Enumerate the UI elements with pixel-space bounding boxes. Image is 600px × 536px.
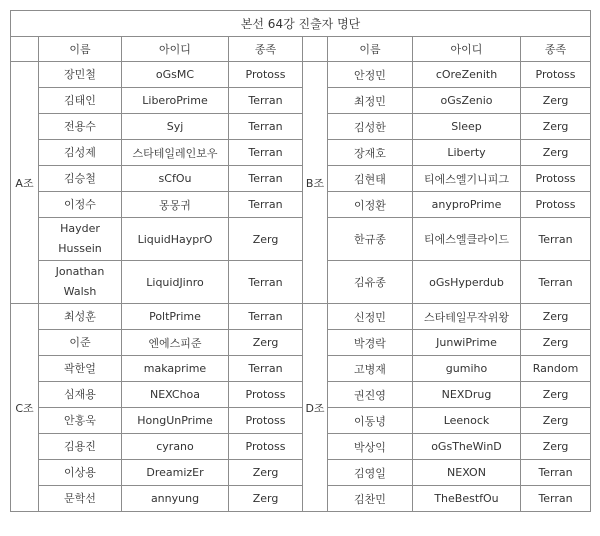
player-name-cell: 장민철 bbox=[39, 62, 122, 88]
header-race-right: 종족 bbox=[521, 37, 591, 62]
header-race-left: 종족 bbox=[229, 37, 303, 62]
table-row bbox=[11, 192, 591, 218]
player-name-cell: 한규종 bbox=[328, 218, 413, 261]
player-name-cell: 박상익 bbox=[328, 434, 413, 460]
table-row bbox=[11, 88, 591, 114]
group-label-right: B조 bbox=[303, 62, 328, 304]
player-name-cell: 김성한 bbox=[328, 114, 413, 140]
player-id-cell: 티에스엘클라이드 bbox=[413, 218, 521, 261]
player-id-cell: Syj bbox=[122, 114, 229, 140]
player-race-cell: Protoss bbox=[521, 166, 591, 192]
header-name-left: 이름 bbox=[39, 37, 122, 62]
player-id-cell: NEXON bbox=[413, 460, 521, 486]
player-id-cell: LiberoPrime bbox=[122, 88, 229, 114]
header-blank-left bbox=[11, 37, 39, 62]
player-race-cell: Protoss bbox=[521, 62, 591, 88]
header-blank-right bbox=[303, 37, 328, 62]
player-name-cell: 김현태 bbox=[328, 166, 413, 192]
player-name-cell: 안홍욱 bbox=[39, 408, 122, 434]
group-label-left: A조 bbox=[11, 62, 39, 304]
player-race-cell: Protoss bbox=[229, 62, 303, 88]
player-race-cell: Zerg bbox=[521, 434, 591, 460]
player-race-cell: Zerg bbox=[521, 408, 591, 434]
table-row bbox=[11, 382, 591, 408]
player-name-cell: 최정민 bbox=[328, 88, 413, 114]
header-name-right: 이름 bbox=[328, 37, 413, 62]
player-name-cell: 김유종 bbox=[328, 261, 413, 304]
player-name-cell: 문학선 bbox=[39, 486, 122, 512]
group-label-left: C조 bbox=[11, 304, 39, 512]
player-name-cell: 김찬민 bbox=[328, 486, 413, 512]
player-id-cell: DreamizEr bbox=[122, 460, 229, 486]
player-name-cell: 김태인 bbox=[39, 88, 122, 114]
player-name-cell: 신정민 bbox=[328, 304, 413, 330]
group-label-right: D조 bbox=[303, 304, 328, 512]
player-id-cell: gumiho bbox=[413, 356, 521, 382]
table-row bbox=[11, 408, 591, 434]
player-race-cell: Zerg bbox=[521, 304, 591, 330]
player-id-cell: oGsHyperdub bbox=[413, 261, 521, 304]
player-id-cell: HongUnPrime bbox=[122, 408, 229, 434]
player-id-cell: oGsZenio bbox=[413, 88, 521, 114]
player-name-cell: 박경락 bbox=[328, 330, 413, 356]
player-id-cell: 엔에스피준 bbox=[122, 330, 229, 356]
table-row bbox=[11, 486, 591, 512]
player-id-cell: Leenock bbox=[413, 408, 521, 434]
player-race-cell: Zerg bbox=[229, 460, 303, 486]
player-race-cell: Terran bbox=[521, 460, 591, 486]
player-race-cell: Terran bbox=[521, 261, 591, 304]
player-id-cell: annyung bbox=[122, 486, 229, 512]
player-name-cell: 권진영 bbox=[328, 382, 413, 408]
player-id-cell: 스타테일레인보우 bbox=[122, 140, 229, 166]
player-name-cell: 전용수 bbox=[39, 114, 122, 140]
player-id-cell: JunwiPrime bbox=[413, 330, 521, 356]
player-race-cell: Terran bbox=[521, 486, 591, 512]
player-name-cell: Hayder Hussein bbox=[39, 218, 122, 261]
roster-table bbox=[10, 10, 591, 512]
player-race-cell: Terran bbox=[229, 356, 303, 382]
player-race-cell: Terran bbox=[229, 114, 303, 140]
player-race-cell: Terran bbox=[229, 304, 303, 330]
player-id-cell: TheBestfOu bbox=[413, 486, 521, 512]
player-name-cell: 이정수 bbox=[39, 192, 122, 218]
player-id-cell: LiquidHayprO bbox=[122, 218, 229, 261]
player-name-cell: 김용진 bbox=[39, 434, 122, 460]
player-race-cell: Protoss bbox=[229, 382, 303, 408]
player-name-cell: 김승철 bbox=[39, 166, 122, 192]
player-name-cell: Jonathan Walsh bbox=[39, 261, 122, 304]
player-race-cell: Zerg bbox=[229, 218, 303, 261]
player-id-cell: PoltPrime bbox=[122, 304, 229, 330]
player-name-cell: 안정민 bbox=[328, 62, 413, 88]
player-name-cell: 곽한얼 bbox=[39, 356, 122, 382]
player-id-cell: cOreZenith bbox=[413, 62, 521, 88]
player-id-cell: Liberty bbox=[413, 140, 521, 166]
player-name-cell: 심재용 bbox=[39, 382, 122, 408]
table-title: 본선 64강 진출자 명단 bbox=[11, 11, 591, 37]
player-race-cell: Zerg bbox=[229, 330, 303, 356]
header-id-left: 아이디 bbox=[122, 37, 229, 62]
player-name-cell: 최성훈 bbox=[39, 304, 122, 330]
header-id-right: 아이디 bbox=[413, 37, 521, 62]
player-name-cell: 이준 bbox=[39, 330, 122, 356]
player-id-cell: oGsTheWinD bbox=[413, 434, 521, 460]
player-id-cell: NEXChoa bbox=[122, 382, 229, 408]
player-race-cell: Zerg bbox=[229, 486, 303, 512]
table-row bbox=[11, 304, 591, 330]
player-race-cell: Zerg bbox=[521, 114, 591, 140]
player-race-cell: Terran bbox=[229, 192, 303, 218]
table-row bbox=[11, 62, 591, 88]
table-row bbox=[11, 261, 591, 304]
player-race-cell: Terran bbox=[521, 218, 591, 261]
player-race-cell: Protoss bbox=[229, 408, 303, 434]
player-id-cell: oGsMC bbox=[122, 62, 229, 88]
player-id-cell: Sleep bbox=[413, 114, 521, 140]
player-race-cell: Zerg bbox=[521, 330, 591, 356]
player-race-cell: Zerg bbox=[521, 382, 591, 408]
player-race-cell: Terran bbox=[229, 88, 303, 114]
table-row bbox=[11, 434, 591, 460]
table-row bbox=[11, 114, 591, 140]
player-race-cell: Protoss bbox=[229, 434, 303, 460]
player-id-cell: makaprime bbox=[122, 356, 229, 382]
player-race-cell: Zerg bbox=[521, 88, 591, 114]
player-id-cell: anyproPrime bbox=[413, 192, 521, 218]
player-name-cell: 김성제 bbox=[39, 140, 122, 166]
player-name-cell: 장재호 bbox=[328, 140, 413, 166]
table-row bbox=[11, 140, 591, 166]
roster-body bbox=[11, 62, 591, 512]
player-name-cell: 이상용 bbox=[39, 460, 122, 486]
player-race-cell: Zerg bbox=[521, 140, 591, 166]
player-name-cell: 이동녕 bbox=[328, 408, 413, 434]
player-race-cell: Random bbox=[521, 356, 591, 382]
player-id-cell: cyrano bbox=[122, 434, 229, 460]
table-row bbox=[11, 166, 591, 192]
player-race-cell: Terran bbox=[229, 166, 303, 192]
player-id-cell: NEXDrug bbox=[413, 382, 521, 408]
player-id-cell: 티에스엘기니피그 bbox=[413, 166, 521, 192]
player-id-cell: LiquidJinro bbox=[122, 261, 229, 304]
player-id-cell: sCfOu bbox=[122, 166, 229, 192]
player-name-cell: 이정환 bbox=[328, 192, 413, 218]
table-row bbox=[11, 356, 591, 382]
player-name-cell: 고병재 bbox=[328, 356, 413, 382]
player-race-cell: Protoss bbox=[521, 192, 591, 218]
table-row bbox=[11, 460, 591, 486]
table-row bbox=[11, 218, 591, 261]
player-id-cell: 몽몽귀 bbox=[122, 192, 229, 218]
player-id-cell: 스타테일무작위왕 bbox=[413, 304, 521, 330]
player-race-cell: Terran bbox=[229, 261, 303, 304]
player-name-cell: 김영일 bbox=[328, 460, 413, 486]
player-race-cell: Terran bbox=[229, 140, 303, 166]
table-row bbox=[11, 330, 591, 356]
